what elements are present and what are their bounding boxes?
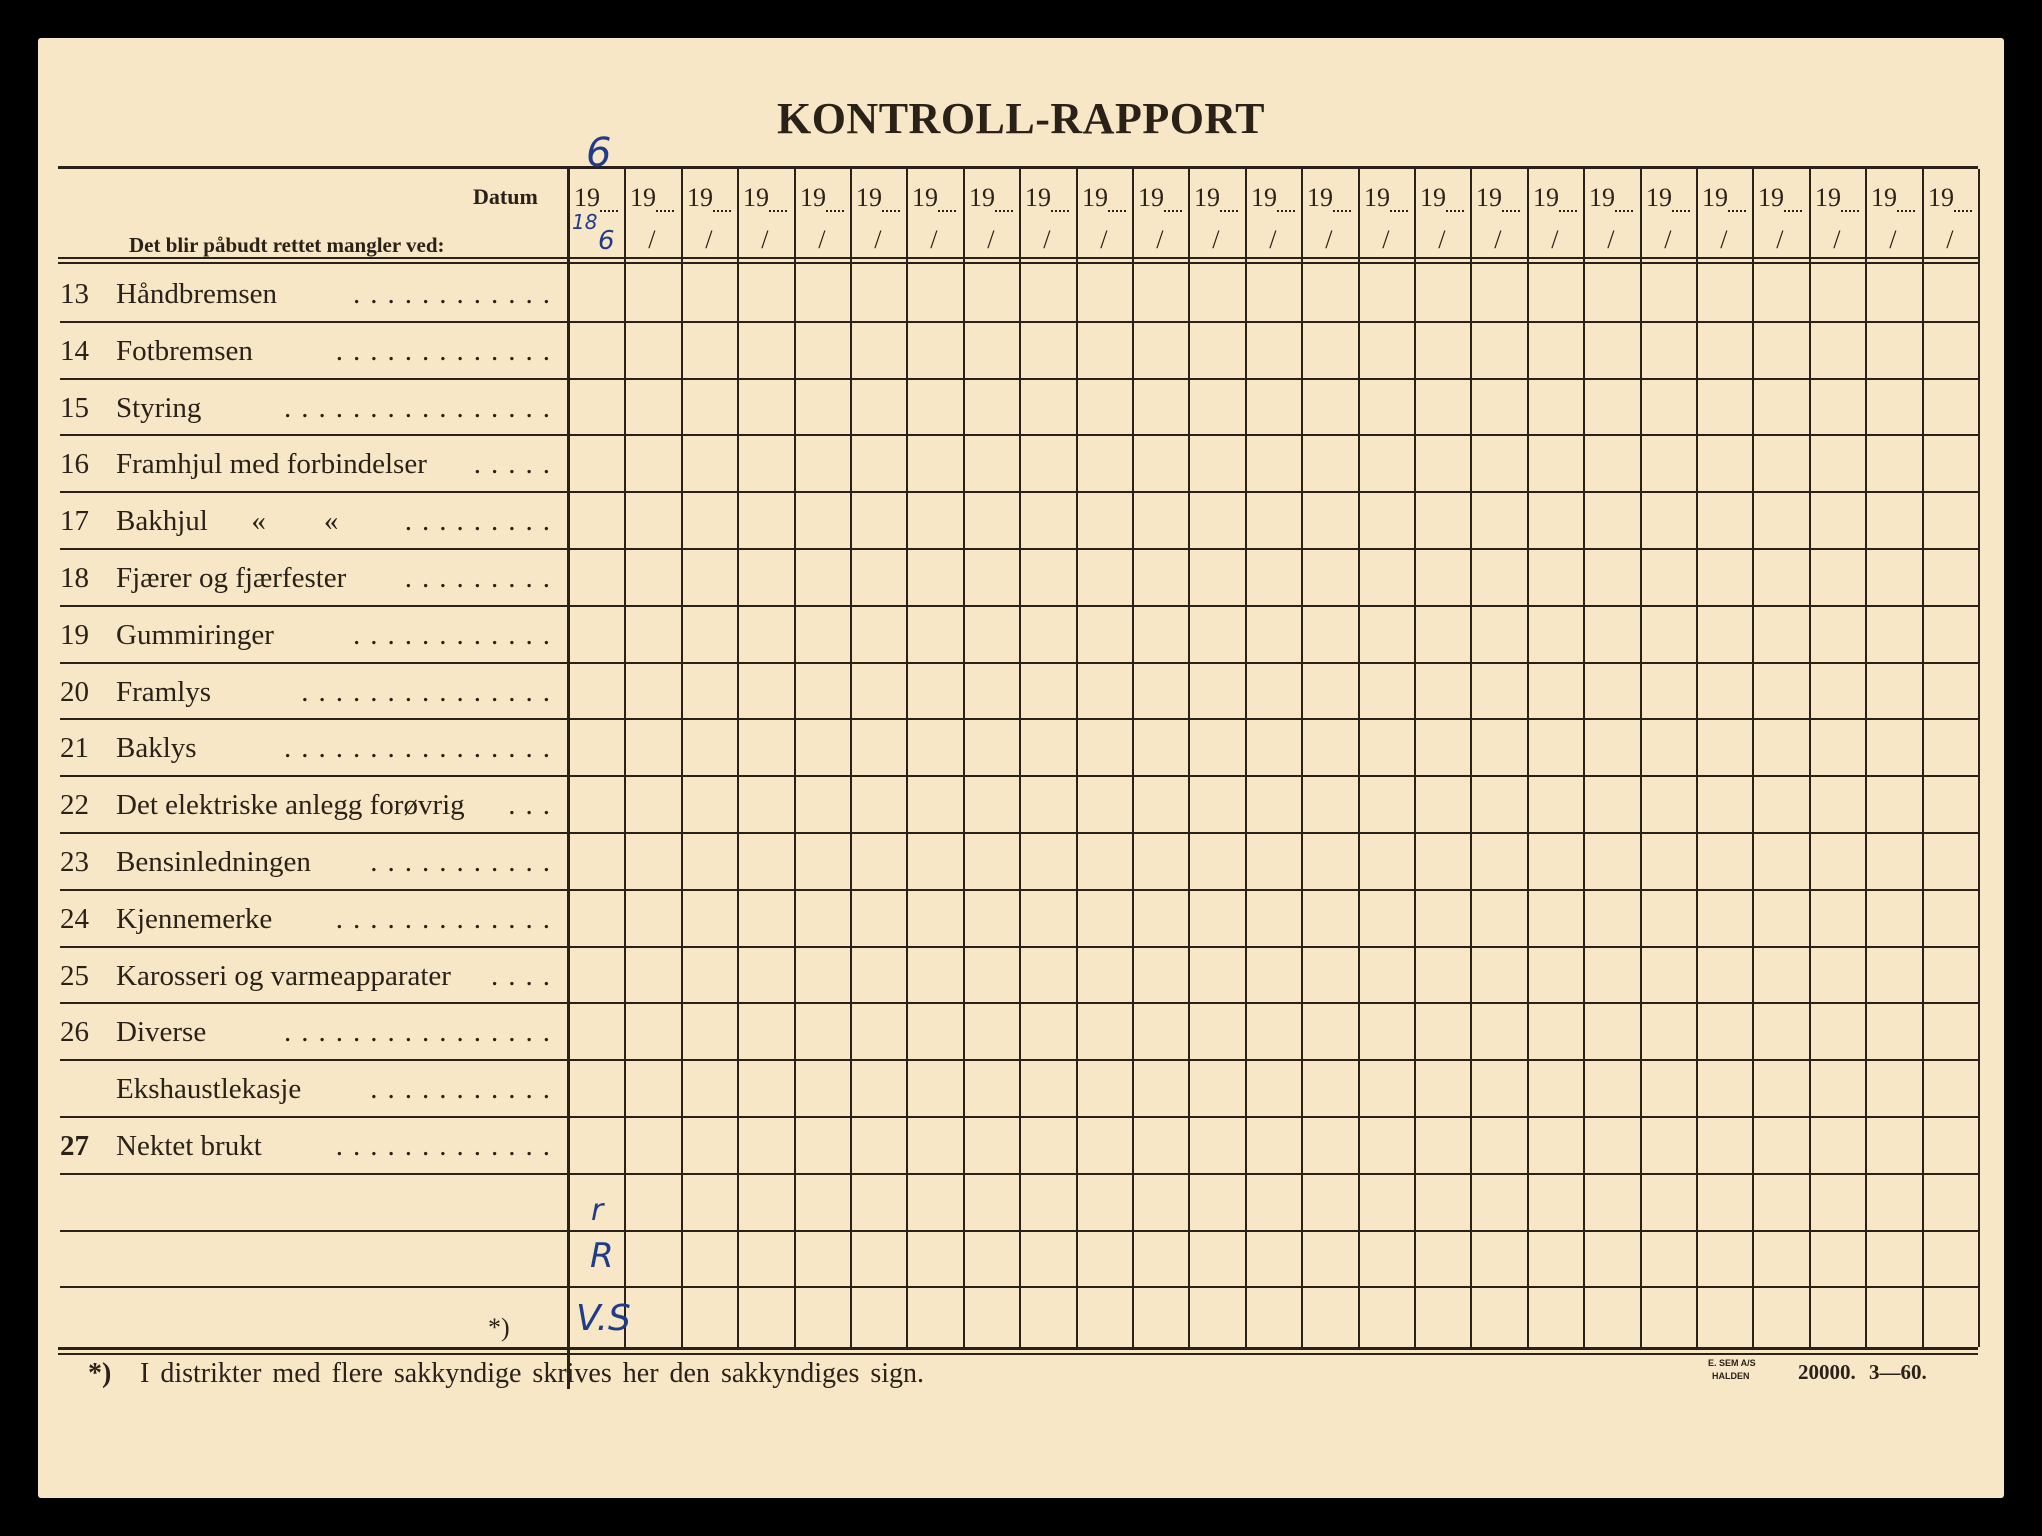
date-separator: / xyxy=(1494,225,1502,254)
year-dotted-line xyxy=(1220,210,1238,212)
item-number: 13 xyxy=(60,278,89,310)
leader-dots: ......... xyxy=(404,505,560,538)
item-number: 19 xyxy=(60,618,89,651)
item-label: Det elektriske anlegg forøvrig xyxy=(116,789,465,822)
item-label: Fotbremsen xyxy=(116,334,253,367)
year-dotted-line xyxy=(1559,210,1577,212)
item-number: 14 xyxy=(60,334,89,367)
row-divider xyxy=(60,605,1978,607)
grid-column-line xyxy=(1358,169,1360,1347)
checklist-item xyxy=(60,903,272,936)
year-dotted-line xyxy=(1784,210,1802,212)
year-dotted-line xyxy=(656,210,674,212)
grid-column-line xyxy=(1640,169,1642,1347)
year-prefix: 19 xyxy=(630,183,656,212)
item-number: 20 xyxy=(60,675,89,708)
year-prefix: 19 xyxy=(1251,183,1277,212)
date-separator: / xyxy=(1382,225,1390,254)
year-prefix: 19 xyxy=(1138,183,1164,212)
row-divider xyxy=(60,832,1978,834)
grid-column-line xyxy=(1301,169,1303,1347)
grid-column-line xyxy=(1583,169,1585,1347)
checklist-item xyxy=(60,619,274,652)
date-separator: / xyxy=(1946,225,1954,254)
item-label: Nektet brukt xyxy=(116,1130,262,1162)
year-dotted-line xyxy=(1502,210,1520,212)
year-dotted-line xyxy=(938,210,956,212)
checklist-item xyxy=(60,448,427,481)
item-number: 27 xyxy=(60,1130,89,1162)
printer-name: E. SEM A/S xyxy=(1708,1358,1756,1368)
year-prefix: 19 xyxy=(743,183,769,212)
leader-dots: ................ xyxy=(284,1016,560,1049)
item-number: 15 xyxy=(60,391,89,424)
year-dotted-line xyxy=(1728,210,1746,212)
date-separator: / xyxy=(874,225,882,254)
year-dotted-line xyxy=(1615,210,1633,212)
checklist-item xyxy=(60,392,201,425)
date-separator: / xyxy=(1664,225,1672,254)
year-prefix: 19 xyxy=(687,183,713,212)
date-separator: / xyxy=(1269,225,1277,254)
year-prefix: 19 xyxy=(1082,183,1108,212)
grid-column-line xyxy=(1696,169,1698,1347)
year-dotted-line xyxy=(713,210,731,212)
year-prefix: 19 xyxy=(800,183,826,212)
year-prefix: 19 xyxy=(1420,183,1446,212)
form-card xyxy=(38,38,2004,1498)
item-number: 24 xyxy=(60,902,89,935)
year-dotted-line xyxy=(1333,210,1351,212)
row-divider xyxy=(60,775,1978,777)
year-dotted-line xyxy=(1390,210,1408,212)
date-separator: / xyxy=(1607,225,1615,254)
handwritten-year: 6 xyxy=(586,130,612,176)
leader-dots: ................ xyxy=(284,732,560,765)
footnote-marker-sign-row: *) xyxy=(488,1313,510,1342)
leader-dots: ........... xyxy=(370,846,560,878)
item-label: Karosseri og varmeapparater xyxy=(116,959,451,992)
date-separator: / xyxy=(1325,225,1333,254)
year-dotted-line xyxy=(1164,210,1182,212)
row-divider xyxy=(60,889,1978,891)
year-prefix: 19 xyxy=(1871,183,1897,212)
year-dotted-line xyxy=(995,210,1013,212)
row-divider xyxy=(60,1002,1978,1004)
date-separator: / xyxy=(987,225,995,254)
checklist-item xyxy=(60,1130,262,1163)
handwritten-month: 6 xyxy=(598,226,615,256)
checklist-item xyxy=(60,960,451,993)
year-prefix: 19 xyxy=(1025,183,1051,212)
bottom-rule xyxy=(58,1347,1978,1350)
grid-column-line xyxy=(794,169,796,1347)
date-separator: / xyxy=(1100,225,1108,254)
checklist-item xyxy=(60,676,211,709)
checklist-item xyxy=(60,1073,301,1106)
row-divider xyxy=(60,321,1978,323)
item-number: 18 xyxy=(60,562,89,594)
row-divider xyxy=(60,1116,1978,1118)
item-label: Kjennemerke xyxy=(116,902,273,935)
item-label: Bensinledningen xyxy=(116,846,311,878)
leader-dots: ............. xyxy=(335,902,560,935)
date-separator: / xyxy=(1720,225,1728,254)
leader-dots: ............ xyxy=(353,618,560,651)
leader-dots: ................ xyxy=(284,391,560,424)
grid-column-line xyxy=(1188,169,1190,1347)
grid-column-line xyxy=(1922,169,1924,1347)
handwritten-day: 18 xyxy=(572,210,598,234)
item-number: 21 xyxy=(60,732,89,765)
date-separator: / xyxy=(1156,225,1164,254)
grid-column-line xyxy=(1019,169,1021,1347)
leader-dots: ............... xyxy=(301,675,560,708)
item-number: 16 xyxy=(60,448,89,481)
leader-dots: ............. xyxy=(335,1130,560,1162)
leader-dots: ..... xyxy=(473,448,560,481)
label-column-divider xyxy=(567,169,570,1389)
footnote-star: *) xyxy=(88,1358,112,1389)
year-prefix: 19 xyxy=(1533,183,1559,212)
checklist-item xyxy=(60,1016,206,1049)
bottom-rule-2 xyxy=(58,1353,1978,1355)
year-dotted-line xyxy=(769,210,787,212)
year-prefix: 19 xyxy=(1702,183,1728,212)
year-dotted-line xyxy=(882,210,900,212)
year-dotted-line xyxy=(600,210,618,212)
item-number: 26 xyxy=(60,1016,89,1049)
year-prefix: 19 xyxy=(1815,183,1841,212)
item-number: 25 xyxy=(60,959,89,992)
row-divider xyxy=(60,1059,1978,1061)
date-separator: / xyxy=(1776,225,1784,254)
year-prefix: 19 xyxy=(1646,183,1672,212)
date-separator: / xyxy=(1043,225,1051,254)
header-bottom-rule-2 xyxy=(58,262,1978,264)
leader-dots: ......... xyxy=(404,562,560,594)
date-separator: / xyxy=(648,225,656,254)
year-prefix: 19 xyxy=(856,183,882,212)
date-separator: / xyxy=(705,225,713,254)
item-label: Ekshaustlekasje xyxy=(116,1073,302,1106)
row-divider xyxy=(60,434,1978,436)
leader-dots: ............ xyxy=(353,278,560,310)
grid-column-line xyxy=(963,169,965,1347)
grid-column-line xyxy=(850,169,852,1347)
grid-column-line xyxy=(624,169,626,1347)
inspector-signature: V.S xyxy=(576,1298,631,1339)
row-divider xyxy=(60,1286,1978,1288)
grid-column-line xyxy=(1809,169,1811,1347)
item-label: Håndbremsen xyxy=(116,278,278,310)
grid-column-line xyxy=(1527,169,1529,1347)
checklist-item xyxy=(60,335,253,368)
year-prefix: 19 xyxy=(969,183,995,212)
date-separator: / xyxy=(1889,225,1897,254)
leader-dots: ... xyxy=(508,789,560,822)
grid-column-line xyxy=(1752,169,1754,1347)
grid-column-line xyxy=(681,169,683,1347)
grid-column-line xyxy=(1414,169,1416,1347)
year-dotted-line xyxy=(1954,210,1972,212)
checklist-item xyxy=(60,789,465,822)
item-number: 23 xyxy=(60,846,89,878)
footnote-text: I distrikter med flere sakkyndige skrives her den sakkyndiges sign. xyxy=(140,1358,925,1389)
date-separator: / xyxy=(930,225,938,254)
year-dotted-line xyxy=(1841,210,1859,212)
grid-column-line xyxy=(1132,169,1134,1347)
date-separator: / xyxy=(1212,225,1220,254)
item-number: 17 xyxy=(60,505,89,538)
date-separator: / xyxy=(818,225,826,254)
checklist-item xyxy=(60,562,346,595)
grid-column-line xyxy=(1865,169,1867,1347)
leader-dots: .... xyxy=(491,959,560,992)
year-prefix: 19 xyxy=(1476,183,1502,212)
row-divider xyxy=(60,1230,1978,1232)
year-prefix: 19 xyxy=(1364,183,1390,212)
row-divider xyxy=(60,662,1978,664)
grid-column-line xyxy=(1978,169,1980,1347)
date-separator: / xyxy=(1551,225,1559,254)
row-divider xyxy=(60,491,1978,493)
year-dotted-line xyxy=(1277,210,1295,212)
row-divider xyxy=(60,946,1978,948)
year-dotted-line xyxy=(1108,210,1126,212)
item-label: Baklys xyxy=(116,732,197,765)
form-title: KONTROLL-RAPPORT xyxy=(776,94,1266,143)
checklist-item xyxy=(60,278,277,311)
leader-dots: ........... xyxy=(370,1073,560,1106)
item-label: Diverse xyxy=(116,1016,207,1049)
row-divider xyxy=(60,548,1978,550)
item-label: Fjærer og fjærfester xyxy=(116,562,347,594)
row-divider xyxy=(60,378,1978,380)
item-label: Bakhjul « « xyxy=(116,505,339,538)
grid-column-line xyxy=(1245,169,1247,1347)
year-dotted-line xyxy=(1672,210,1690,212)
item-label: Styring xyxy=(116,391,202,424)
checklist-item xyxy=(60,505,338,538)
datum-label: Datum xyxy=(473,184,538,209)
mangler-label: Det blir påbudt rettet mangler ved: xyxy=(129,233,445,257)
date-separator: / xyxy=(1438,225,1446,254)
date-separator: / xyxy=(1833,225,1841,254)
item-label: Gummiringer xyxy=(116,618,274,651)
item-number: 22 xyxy=(60,789,89,822)
checklist-item xyxy=(60,732,197,765)
year-dotted-line xyxy=(1051,210,1069,212)
year-dotted-line xyxy=(1897,210,1915,212)
print-info: 20000. 3—60. xyxy=(1798,1360,1927,1384)
handwritten-mark-2: R xyxy=(590,1236,614,1276)
year-prefix: 19 xyxy=(1307,183,1333,212)
grid-column-line xyxy=(1470,169,1472,1347)
date-separator: / xyxy=(761,225,769,254)
handwritten-mark-1: r xyxy=(591,1193,604,1228)
printer-city: HALDEN xyxy=(1712,1371,1750,1381)
year-prefix: 19 xyxy=(1194,183,1220,212)
leader-dots: ............. xyxy=(335,334,560,367)
year-prefix: 19 xyxy=(912,183,938,212)
checklist-item xyxy=(60,846,311,879)
year-prefix: 19 xyxy=(574,183,600,212)
year-dotted-line xyxy=(1446,210,1464,212)
grid-column-line xyxy=(737,169,739,1347)
top-rule xyxy=(58,166,1978,169)
year-dotted-line xyxy=(826,210,844,212)
item-label: Framlys xyxy=(116,675,212,708)
row-divider xyxy=(60,718,1978,720)
year-prefix: 19 xyxy=(1758,183,1784,212)
grid-column-line xyxy=(906,169,908,1347)
row-divider xyxy=(60,1173,1978,1175)
year-prefix: 19 xyxy=(1928,183,1954,212)
year-prefix: 19 xyxy=(1589,183,1615,212)
grid-column-line xyxy=(1076,169,1078,1347)
item-label: Framhjul med forbindelser xyxy=(116,448,427,481)
